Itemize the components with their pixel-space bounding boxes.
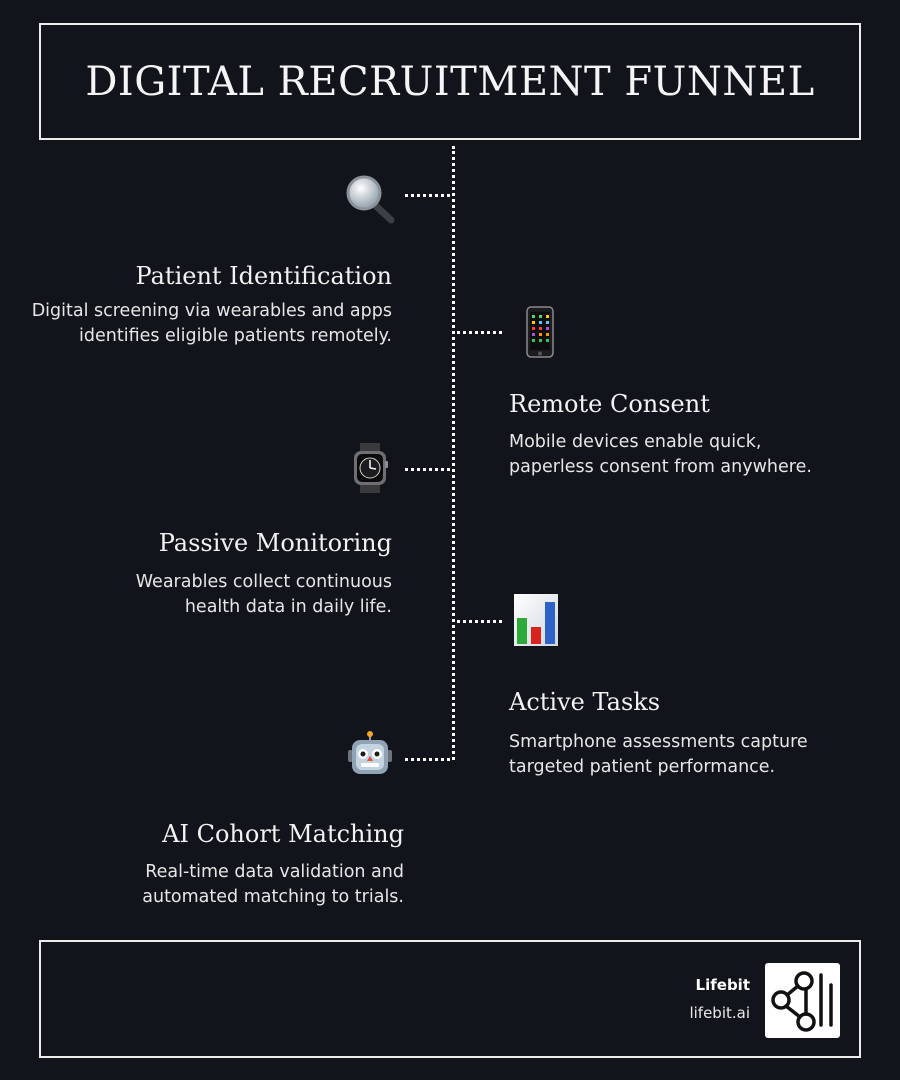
connector-5 [405, 758, 450, 761]
lifebit-logo-icon [765, 963, 840, 1038]
step-title-active-tasks: Active Tasks [509, 688, 661, 716]
step-description-line: Wearables collect continuous [135, 572, 392, 592]
connector-2 [457, 331, 502, 334]
magnifying-glass-icon [343, 173, 395, 225]
step-description-line: Smartphone assessments capture [509, 732, 808, 752]
step-description-line: targeted patient performance. [509, 757, 776, 777]
step-title-ai-cohort-matching: AI Cohort Matching [162, 820, 404, 848]
step-description-line: automated matching to trials. [142, 887, 404, 907]
step-description-ai-cohort-matching [142, 860, 404, 910]
step-description-line: paperless consent from anywhere. [509, 457, 812, 477]
step-description-line: Digital screening via wearables and apps [31, 301, 392, 321]
step-description-passive-monitoring [136, 570, 392, 620]
step-title-patient-identification: Patient Identification [135, 262, 392, 290]
mobile-phone-icon [524, 306, 556, 358]
page-title: DIGITAL RECRUITMENT FUNNEL [85, 58, 815, 105]
step-description-line: identifies eligible patients remotely. [79, 326, 392, 346]
brand-url[interactable]: lifebit.ai [689, 1004, 750, 1022]
robot-icon [346, 730, 394, 778]
step-description-patient-identification [32, 299, 392, 349]
title-box [39, 23, 861, 140]
bar-chart-icon [514, 594, 558, 646]
step-description-line: Real-time data validation and [145, 862, 404, 882]
brand-name: Lifebit [695, 976, 750, 994]
smartwatch-icon [351, 443, 389, 493]
step-title-remote-consent: Remote Consent [509, 390, 710, 418]
footer-box [39, 940, 861, 1058]
step-title-passive-monitoring: Passive Monitoring [158, 529, 392, 557]
connector-1 [405, 194, 450, 197]
step-description-line: Mobile devices enable quick, [509, 432, 762, 452]
connector-3 [405, 468, 450, 471]
step-description-remote-consent [509, 430, 812, 480]
step-description-line: health data in daily life. [184, 597, 392, 617]
step-description-active-tasks [509, 730, 808, 780]
timeline-spine [452, 146, 455, 760]
connector-4 [457, 620, 502, 623]
